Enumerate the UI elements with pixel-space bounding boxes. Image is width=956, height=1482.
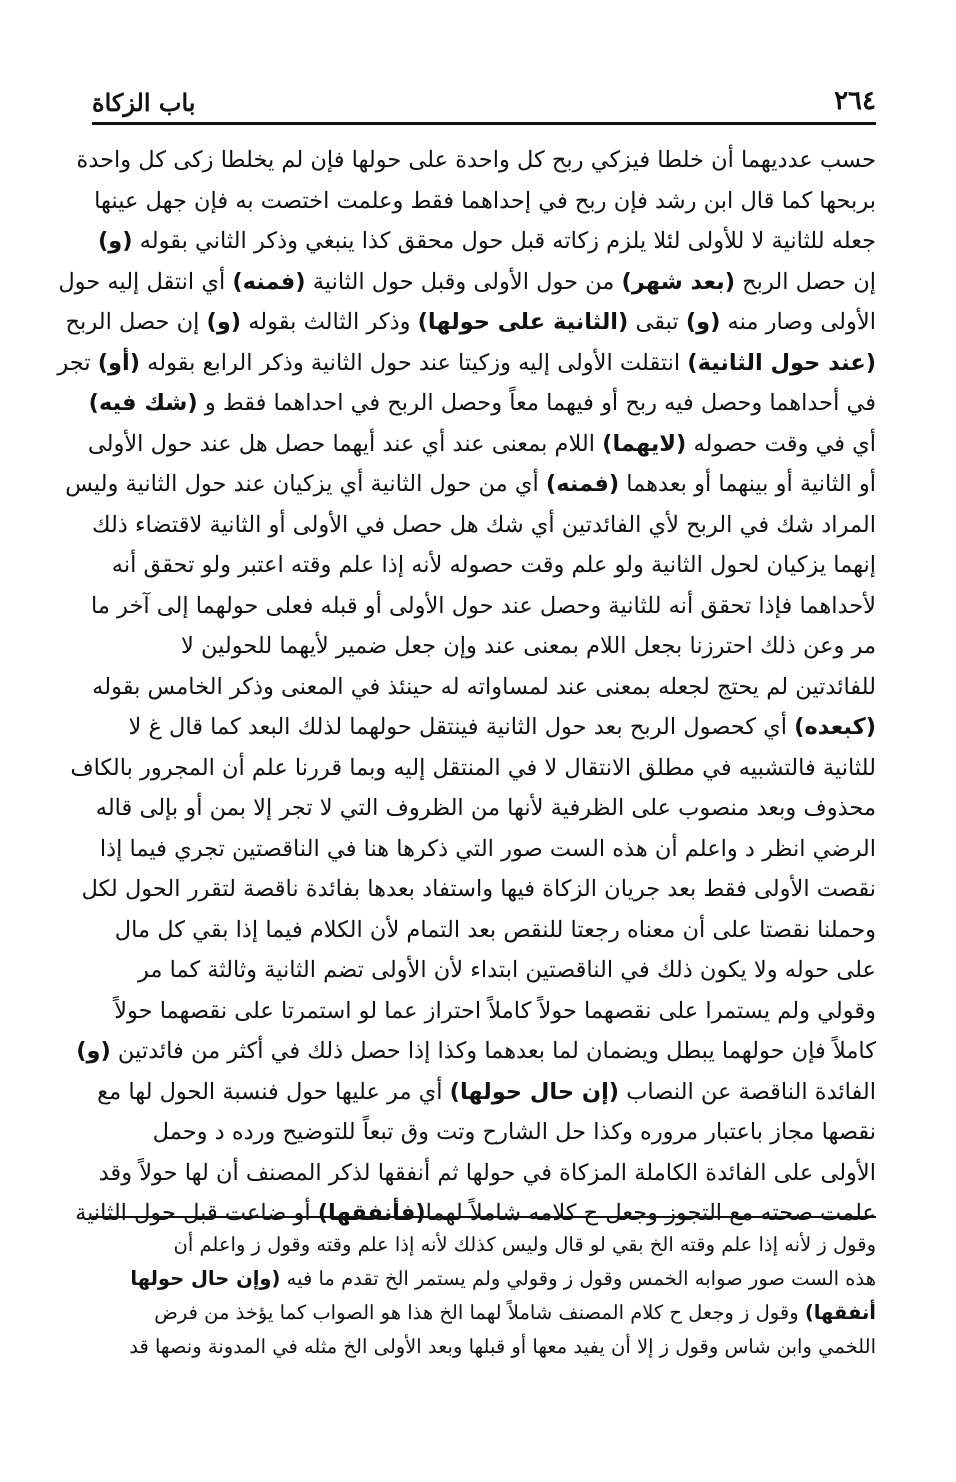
bold-term: (عند حول الثانية) [687,349,876,376]
text-line [92,707,876,748]
text-line [92,667,876,708]
text-line [76,140,876,181]
text-run: للثانية فالتشبيه في مطلق الانتقال لا في المنتقل إليه وبما قررنا علم أن المجرور بالكاف [70,754,876,781]
bold-term: (إن حال حولها) [449,1078,620,1105]
text-line [92,545,876,586]
footnote-line [92,1330,876,1364]
text-run: المراد شك في الربح لأي الفائدتين أي شك هل حصل في الأولى أو الثانية لاقتضاء ذلك [91,511,876,538]
bold-term: (الثانية على حولها) [417,309,629,335]
text-run: تجر [57,349,98,376]
text-run: الأولى وصار منه [720,309,876,335]
bold-term: (شك فيه) [88,390,198,416]
text-run: أي كحصول الربح بعد حول الثانية فينتقل حولهما لذلك البعد كما قال غ لا [128,714,795,740]
text-run: أي مر عليها حول فنسبة الحول لها مع [97,1078,450,1105]
text-run: للفائدتين لم يحتج لجعله بمعنى عند لمساواته له حينئذ في المعنى وذكر الخامس بقوله [92,673,876,700]
chapter-title: باب الزكاة [92,88,196,117]
footnote-line [92,1262,876,1296]
text-line [92,1153,876,1194]
text-run: تبقى [628,309,686,335]
text-line [92,1112,876,1153]
page-header [92,82,876,122]
bold-term: (فمنه) [545,471,620,497]
footnote-separator [92,1216,876,1218]
text-line [92,950,876,991]
text-run: في أحداهما وحصل فيه ربح أو فيهما معاً وحصل الربح في احداهما فقط و [197,390,876,416]
text-run: على حوله ولا يكون ذلك في الناقصتين ابتداء لأن الأولى تضم الثانية وثالثة كما مر [137,957,876,983]
bold-term: (فأنفقها) [317,1200,426,1226]
text-run: وقولي ولم يستمرا على نقصهما حولاً كاملاً احتراز عما لو استمرتا على نقصهما حولاً [114,997,876,1024]
footnotes [92,1228,876,1364]
text-line [92,910,876,951]
text-run: مر وعن ذلك احترزنا بجعل اللام بمعنى عند وإن جعل ضمير لأيهما للحولين لا [180,633,876,659]
text-run: اللخمي وابن شاس وقول ز إلا أن يفيد معها أو قبلها وبعد الأولى الخ مثله في المدونة ونصها قد [129,1335,876,1358]
bold-term: (و) [685,309,721,335]
text-run: نقصت الأولى فقط بعد جريان الزكاة فيها واستفاد بعدها بفائدة ناقصة لتقرر الحول لكل [81,876,876,902]
text-run: نقصها مجاز باعتبار مروره وكذا حل الشارح وتت وق تبعاً للتوضيح ورده د وحمل [152,1119,876,1145]
main-text [57,140,876,1234]
text-run: اللام بمعنى عند أي عند أيهما حصل هل عند حول الأولى [87,430,603,457]
text-line [57,343,876,384]
text-line [58,262,876,303]
text-line [76,1031,876,1072]
text-line [92,221,876,262]
text-line [65,464,876,505]
text-line [92,181,876,222]
text-line [92,788,876,829]
bold-term: (و) [76,1038,111,1064]
text-run: أي انتقل إليه حول [58,268,233,295]
text-line [92,505,876,546]
text-run: إن حصل الربح [735,268,876,295]
text-run: إن حصل الربح [65,309,207,335]
bold-term: (وإن حال حولها [130,1267,281,1290]
text-line [70,748,876,789]
text-run: أي في وقت حصوله [686,430,876,457]
text-line [92,586,876,627]
text-line [92,1072,876,1113]
page-number: ٢٦٤ [834,86,876,116]
text-line [87,424,876,465]
bold-term: أنفقها) [804,1301,876,1324]
text-line [92,991,876,1032]
text-run: كاملاً فإن حولهما يبطل ويضمان لما بعدهما وكذا إذا حصل ذلك في أكثر من فائدتين [110,1038,876,1064]
bold-term: (و) [206,309,242,335]
text-line [88,383,876,424]
text-run: وحملنا نقصتا على أن معناه رجعتا للنقص بعد التمام لأن الكلام فيما إذا بقي كل مال [114,916,876,943]
text-run: انتقلت الأولى إليه وزكيتا عند حول الثانية وذكر الرابع بقوله [140,349,688,376]
text-run: حسب عدديهما أن خلطا فيزكي ربح كل واحدة على حولها فإن لم يخلطا زكى كل واحدة [76,147,876,173]
text-run: محذوف وبعد منصوب على الظرفية لأنها من الظروف التي لا تجر إلا بمن أو بإلى قاله [95,795,876,821]
text-run: الأولى على الفائدة الكاملة المزكاة في حولها ثم أنفقها لذكر المصنف أن لها حولاً وقد [98,1159,876,1186]
text-run: هذه الست صور صوابه الخمس وقول ز وقولي ولم يستمر الخ تقدم ما فيه [280,1267,876,1290]
bold-term: (و) [97,228,133,254]
bold-term: (فمنه) [232,268,306,295]
text-run: بربحها كما قال ابن رشد فإن ربح في إحداهما فقط وعلمت اختصت به فإن جهل عينها [94,187,876,214]
text-run: وقول ز لأنه إذا علم وقته الخ بقي لو قال وليس كذلك لأنه إذا علم وقته وقول ز واعلم أن [173,1233,876,1256]
text-line [81,869,876,910]
text-run: من حول الأولى وقبل حول الثانية [305,268,622,295]
bold-term: (بعد شهر) [621,268,735,295]
bold-term: (أو) [97,349,141,376]
header-rule [92,122,876,125]
text-line [92,626,876,667]
text-run: أو ضاعت قبل حول الثانية [75,1200,318,1226]
footnote-line [92,1296,876,1330]
text-run: لأحداهما فإذا تحقق أنه للثانية وحصل عند حول الأولى أو قبله فعلى حولهما إلى آخر ما [90,592,876,619]
footnote-line [92,1228,876,1262]
text-run: جعله للثانية لا للأولى لئلا يلزم زكاته قبل حول محقق كذا ينبغي وذكر الثاني بقوله [132,228,876,254]
bold-term: (كبعده) [794,714,876,740]
text-run: الفائدة الناقصة عن النصاب [619,1078,876,1105]
text-run: أو الثانية أو بينهما أو بعدهما [619,471,876,497]
text-run: وقول ز وجعل ح كلام المصنف شاملاً لهما الخ هذا هو الصواب كما يؤخذ من فرض [154,1301,805,1324]
text-line [92,829,876,870]
text-run: علمت صحته مع التجوز وجعل ح كلامه شاملاً لهما [425,1200,876,1226]
text-run: الرضي انظر د واعلم أن هذه الست صور التي ذكرها هنا في الناقصتين تجري فيما إذا [99,835,876,862]
text-line [65,302,876,343]
text-run: إنهما يزكيان لحول الثانية ولو علم وقت حصوله لأنه إذا علم وقته اعتبر ولو تحقق أنه [111,552,876,578]
text-run: وذكر الثالث بقوله [241,309,418,335]
bold-term: (لايهما) [602,430,687,457]
text-run: أي من حول الثانية أي يزكيان عند حول الثانية وليس [65,471,546,497]
